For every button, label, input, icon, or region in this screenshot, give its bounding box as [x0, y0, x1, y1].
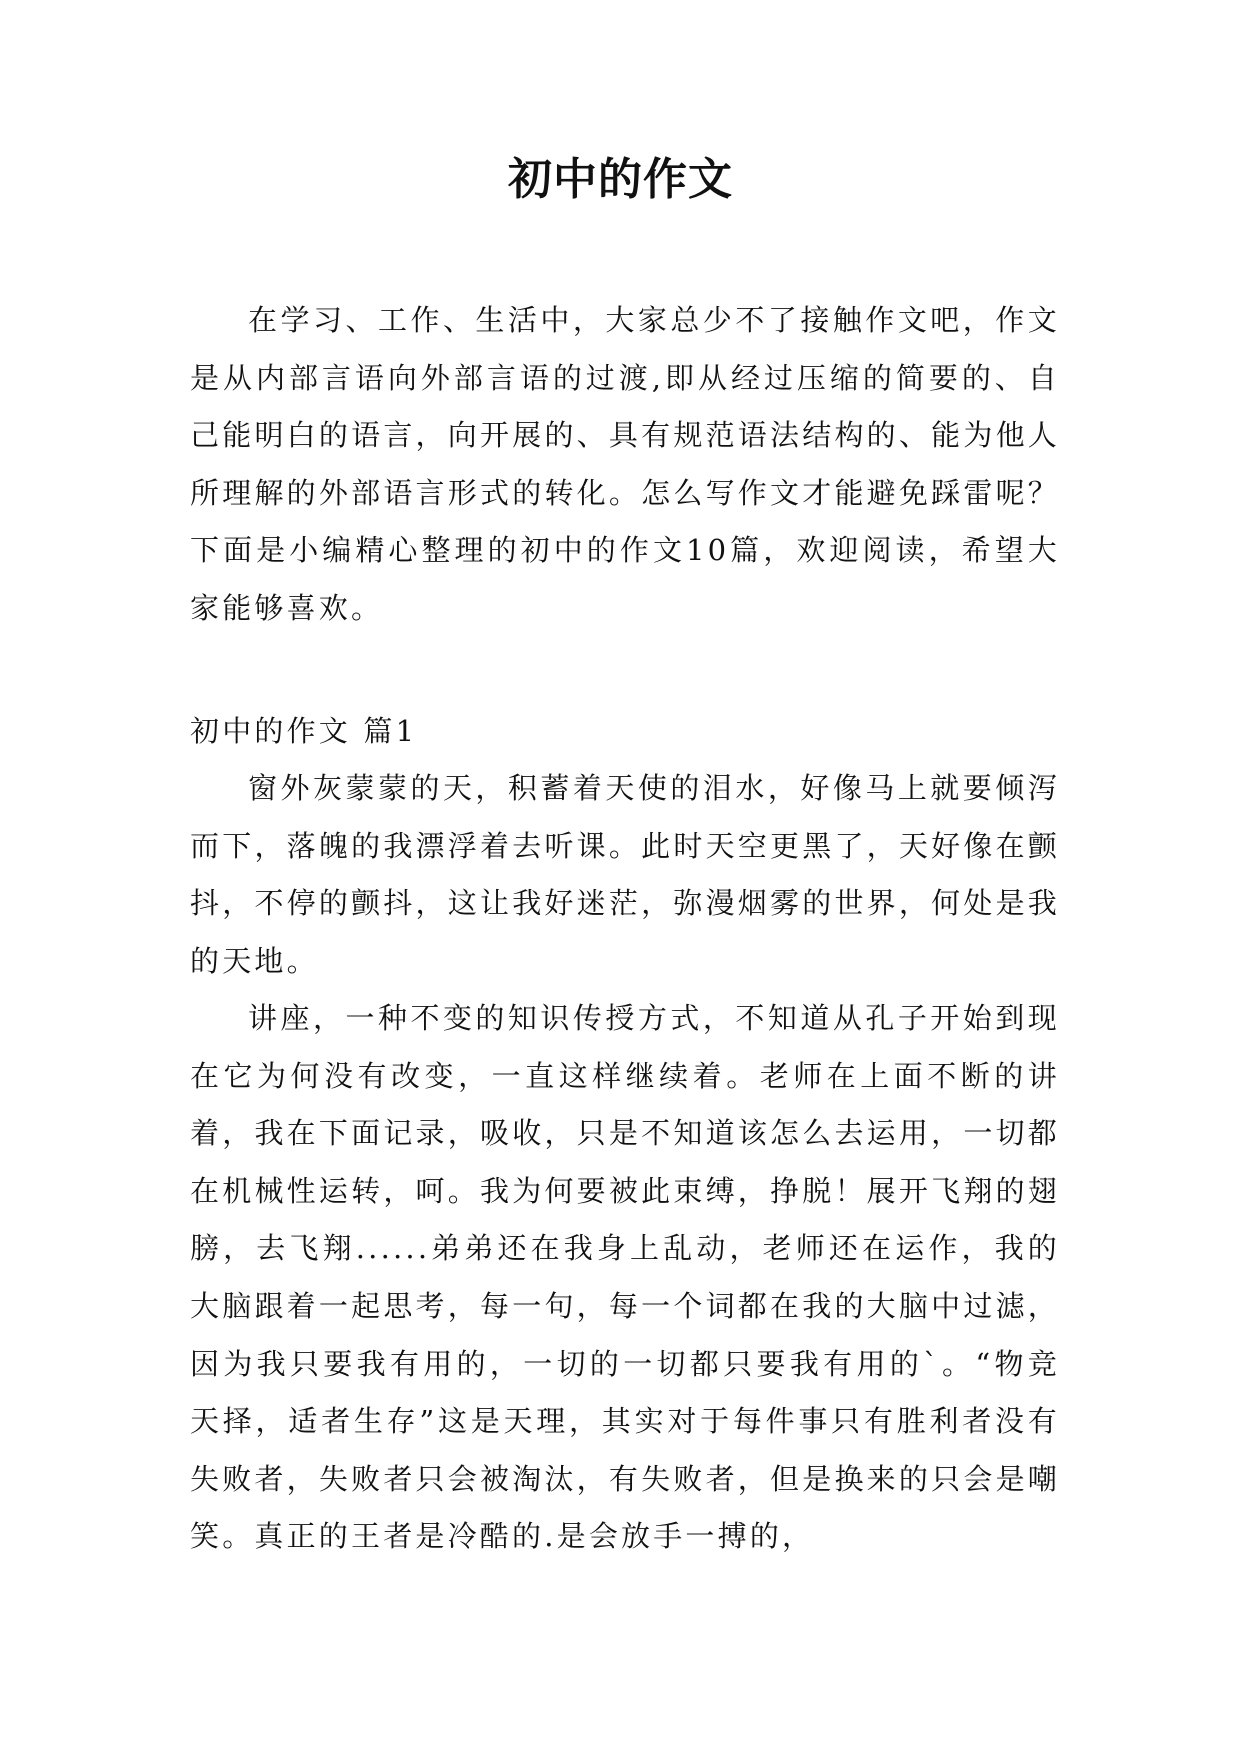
document-title: 初中的作文 [508, 154, 733, 205]
section-heading: 初中的作文 篇1 [190, 714, 418, 748]
intro-paragraph: 在学习、工作、生活中，大家总少不了接触作文吧，作文是从内部言语向外部言语的过渡,即从经过压缩的简要的、自己能明白的语言，向开展的、具有规范语法结构的、能为他人所理解的外部语言形式的转化。怎么写作文才能避免踩雷呢？下面是小编精心整理的初中的作文10篇，欢迎阅读，希望大家能够喜欢。 [190, 303, 1060, 625]
body-paragraph: 窗外灰蒙蒙的天，积蓄着天使的泪水，好像马上就要倾泻而下，落魄的我漂浮着去听课。此时天空更黑了，天好像在颤抖，不停的颤抖，这让我好迷茫，弥漫烟雾的世界，何处是我的天地。 [190, 771, 1060, 978]
body-paragraph: 讲座，一种不变的知识传授方式，不知道从孔子开始到现在它为何没有改变，一直这样继续着。老师在上面不断的讲着，我在下面记录，吸收，只是不知道该怎么去运用，一切都在机械性运转，呵。我为何要被此束缚，挣脱！展开飞翔的翅膀，去飞翔......弟弟还在我身上乱动，老师还在运作，我的大脑跟着一起思考，每一句，每一个词都在我的大脑中过滤，因为我只要我有用的，一切的一切都只要我有用的`。“物竞天择，适者生存”这是天理，其实对于每件事只有胜利者没有失败者，失败者只会被淘汰，有失败者，但是换来的只会是嘲笑。真正的王者是冷酷的.是会放手一搏的， [190, 1001, 1060, 1554]
